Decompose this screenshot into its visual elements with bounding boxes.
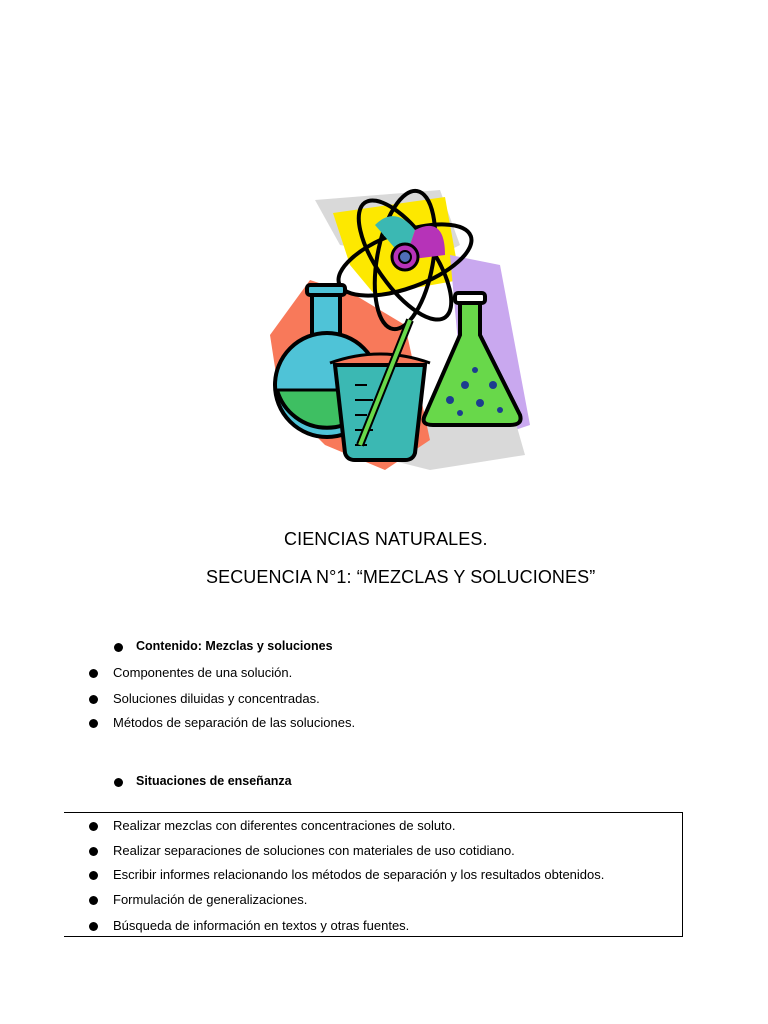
contenido-item: Métodos de separación de las soluciones. [113,715,356,730]
contenido-item: Soluciones diluidas y concentradas. [113,691,320,706]
contenido-heading: Contenido: Mezclas y soluciones [136,639,333,653]
bullet-icon [114,778,123,787]
situaciones-item: Búsqueda de información en textos y otras fuentes. [113,918,410,933]
bullet-icon [89,719,98,728]
science-clipart-image [255,185,540,480]
page-title-line-1: CIENCIAS NATURALES. [284,529,488,549]
bullet-icon [89,847,98,856]
bullet-icon [89,695,98,704]
atom-core [399,251,411,263]
situaciones-item: Realizar mezclas con diferentes concentraciones de soluto. [113,818,456,833]
page-title-line-2: SECUENCIA N°1: “MEZCLAS Y SOLUCIONES” [206,567,596,587]
situaciones-item: Formulación de generalizaciones. [113,892,308,907]
bullet-icon [89,669,98,678]
bullet-icon [89,896,98,905]
contenido-item: Componentes de una solución. [113,665,293,680]
situaciones-item: Realizar separaciones de soluciones con materiales de uso cotidiano. [113,843,515,858]
bullet-icon [89,871,98,880]
beaker-icon [330,354,430,460]
bullet-icon [89,822,98,831]
situaciones-item: Escribir informes relacionando los métodos de separación y los resultados obtenidos. [113,867,605,882]
situaciones-heading: Situaciones de enseñanza [136,774,292,788]
bullet-icon [114,643,123,652]
bullet-icon [89,922,98,931]
